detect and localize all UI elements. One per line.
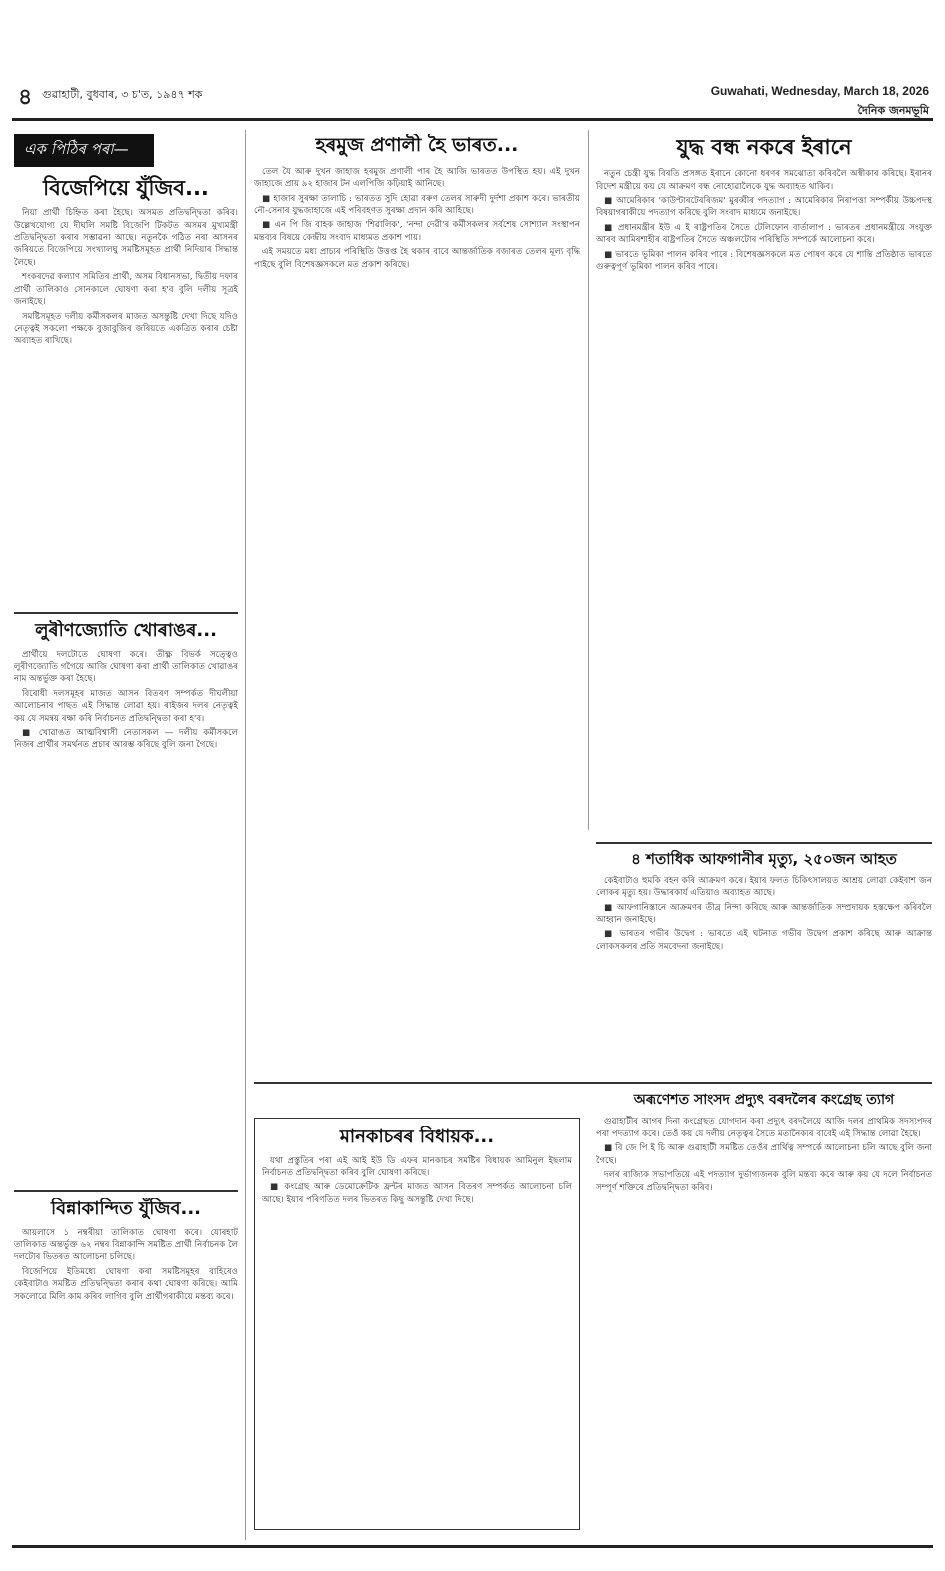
paragraph: ■ আফগানিস্তানে আক্ৰমণৰ তীব্ৰ নিন্দা কৰিছে আৰু আন্তৰ্জাতিক সম্প্ৰদায়ক হস্তক্ষেপ কৰিবলৈ আহ্বান জনাইছে। bbox=[596, 902, 932, 925]
paragraph: ■ প্ৰধানমন্ত্ৰীৰ ইউ এ ই ৰাষ্ট্ৰপতিৰ সৈতে টেলিফোন বাৰ্তালাপ : ভাৰতৰ প্ৰধানমন্ত্ৰীয়ে সংযুক্ত আৰব আমিৰশাহীৰ ৰাষ্ট্ৰপতিৰ সৈতে অঞ্চলটোৰ পৰিস্থিতি সম্পৰ্কে আলোচনা কৰে। bbox=[596, 222, 932, 246]
paragraph: ■ হাজাৰ সুৰক্ষা তালাচি : ভাৰতত সুদি হোৱা বৰুণ তেলৰ সাৰুদী দুৰ্দশা প্ৰকাশ কৰে। ভাৰতীয় নৌ-সেনাৰ যুদ্ধজাহাজে এই পৰিবহণত সুৰক্ষা প্ৰদান কৰি আহিছে। bbox=[254, 193, 580, 216]
header-date-english: Guwahati, Wednesday, March 18, 2026 bbox=[710, 84, 929, 98]
headline: যুদ্ধ বন্ধ নকৰে ইৰানে bbox=[676, 135, 852, 159]
article-binnakandi bbox=[14, 1198, 238, 1547]
article-bjp bbox=[14, 134, 238, 617]
paragraph: দলৰ ৰাজ্যিক সভাপতিয়ে এই পদত্যাগ দুৰ্ভাগ্যজনক বুলি মন্তব্য কৰে আৰু কয় যে দলে নিৰ্বাচনত সম্পূৰ্ণ শক্তিৰে প্ৰতিদ্বন্দ্বিতা কৰিব। bbox=[596, 1170, 932, 1193]
headline: বিজেপিয়ে যুঁজিব... bbox=[43, 176, 209, 200]
headline: মানকাচৰৰ বিধায়ক... bbox=[339, 1126, 495, 1147]
article-body bbox=[14, 1227, 238, 1547]
article-congress bbox=[596, 1092, 932, 1506]
article-war bbox=[596, 134, 932, 828]
paragraph: নিয়া প্ৰাৰ্থী চিহ্নিত কৰা হৈছে। অসমত প্ৰতিদ্বন্দ্বিতা কৰিব। উল্লেখযোগ্য যে দীঘলি সমষ্টি বিজেপি টিকটত অসমৰ মুখ্যমন্ত্ৰী প্ৰতিদ্বন্দ্বিতা কৰাৰ সম্ভাৱনা আছে। নতুনকৈ গঠিত নৰা আসনৰ জৰিয়তে বিজেপিয়ে সংখ্যালঘু সমষ্টিসমূহত প্ৰাৰ্থী নিদিয়াৰ সিদ্ধান্ত লৈছে। bbox=[14, 208, 238, 268]
article-mankachar bbox=[262, 1126, 572, 1515]
article-body bbox=[254, 166, 580, 1096]
paragraph: ■ এন পি জি বাহক জাহাজ 'শিৱালিক', 'নন্দা দেৱী'ৰ কৰ্মীসকলৰ সৰ্বশেষ সোশ্যাল সংস্থাপন মন্তব্যৰ বিষয়ে কেন্দ্ৰীয় সংবাদ মাধ্যমত প্ৰকাশ পায়। bbox=[254, 220, 580, 243]
headline: অৰূণেশত সাংসদ প্ৰদ্যুৎ বৰদলৈৰ কংগ্ৰেছ ত্যাগ bbox=[633, 1092, 895, 1108]
article-body bbox=[596, 1116, 932, 1506]
paragraph: গুৱাহাটীৰ আগৰ দিনা কংগ্ৰেছত যোগদান কৰা প্ৰদ্যুৎ বৰদলৈয়ে আজি দলৰ প্ৰাথমিক সদস্যপদৰ পৰা পদত্যাগ কৰে। তেওঁ কয় যে দলীয় নেতৃত্বৰ সৈতে মতানৈক্যৰ বাবেই এই সিদ্ধান্ত লোৱা হৈছে। bbox=[596, 1116, 932, 1139]
headline: ৪ শতাধিক আফগানীৰ মৃত্যু, ২৫০জন আহত bbox=[631, 850, 897, 868]
paragraph: সমষ্টিসমূহত দলীয় কৰ্মীসকলৰ মাজত অসন্তুষ্টি দেখা দিছে যদিও নেতৃত্বই সকলো পক্ষকে বুজাবুজিৰ জৰিয়তে একত্ৰিত কৰাৰ চেষ্টা অব্যাহত ৰাখিছে। bbox=[14, 311, 238, 347]
article-body bbox=[596, 168, 932, 828]
paragraph: ■ আমেৰিকাৰ 'কাউণ্টাৰটেৰৰিজম' মুৰব্বীৰ পদত্যাগ : আমেৰিকাৰ নিৰাপত্তা সম্পৰ্কীয় উচ্চপদস্থ বিষয়াগৰাকীয়ে পদত্যাগ কৰিছে বুলি সংবাদ মাধ্যমে জনাইছে। bbox=[596, 196, 932, 219]
header-date-assamese: গুৱাহাটী, বুধবাৰ, ৩ চ'ত, ১৯৪৭ শক bbox=[42, 88, 203, 101]
paper-name: দৈনিক জনমভূমি bbox=[857, 104, 929, 117]
section-divider bbox=[254, 1082, 932, 1084]
paragraph: শংকৰদেৱ কল্যাণ সমিতিৰ প্ৰাৰ্থী, অসম বিধানসভা, দ্বিতীয় দফাৰ প্ৰাৰ্থী তালিকাও সোনকালে ঘোষণা কৰা হ'ব বুলি দলীয় সূত্ৰই জনাইছে। bbox=[14, 272, 238, 308]
section-divider bbox=[14, 612, 238, 614]
paragraph: আয়লাসে ১ নম্বৰীয়া তালিকাত ঘোষণা কৰে। যোৰহাট তালিকাত অন্তৰ্ভুক্ত ৬২ নম্বৰ বিন্নাকান্দি সমষ্টিত প্ৰাৰ্থী নিৰ্বাচনক লৈ দলটোৰ ভিতৰত আলোচনা চলিছে। bbox=[14, 1227, 238, 1263]
masthead bbox=[0, 0, 945, 118]
section-divider bbox=[14, 1190, 238, 1192]
paragraph: নতুন চেন্ত্ৰী যুদ্ধ বিৰতি প্ৰসঙ্গত ইৰানে কোনো ধৰণৰ সমঝোতা কৰিবলৈ অস্বীকাৰ কৰিছে। ইৰানৰ বিদেশ মন্ত্ৰীয়ে কয় যে আক্ৰমণ বন্ধ নোহোৱালৈকে যুদ্ধ অব্যাহত থাকিব। bbox=[596, 169, 932, 192]
section-divider bbox=[596, 842, 932, 844]
paragraph: ■ ভাৰতৰ গভীৰ উদ্বেগ : ভাৰতে এই ঘটনাত গভীৰ উদ্বেগ প্ৰকাশ কৰিছে আৰু আক্ৰান্ত লোকসকলৰ প্ৰতি সমবেদনা জনাইছে। bbox=[596, 929, 932, 952]
article-body bbox=[14, 649, 238, 1189]
article-hormuz bbox=[254, 134, 580, 1096]
paragraph: ■ বি জে পি ই চি আৰু গুৱাহাটী সমষ্টিত তেওঁৰ প্ৰাৰ্থিত্ব সম্পৰ্কে আলোচনা চলি আছে বুলি জনা গৈছে। bbox=[596, 1143, 932, 1166]
article-lurin bbox=[14, 620, 238, 1189]
paragraph: তেল যৈ আৰু দুখন জাহাজ হৰমুজ প্ৰণালী পাৰ হৈ আজি ভাৰতত উপস্থিত হয়। এই দুখন জাহাজে প্ৰায় ৯২ হাজাৰ টন এলপিজি কঢ়িয়াই আনিছে। bbox=[254, 166, 580, 190]
paragraph: বিৰোধী দলসমূহৰ মাজত আসন বিতৰণ সম্পৰ্কত দীঘলীয়া আলোচনাৰ পাছত এই সিদ্ধান্ত লোৱা হয়। ৰাইজৰ দলৰ নেতৃত্বই কয় যে সমন্বয় ৰক্ষা কৰি নিৰ্বাচনত প্ৰতিদ্বন্দ্বিতা কৰা হ'ব। bbox=[14, 688, 238, 724]
paragraph: প্ৰাৰ্থীয়ে দলটোতে ঘোষণা কৰে। তীক্ষ্ণ বিভৰ্ক সত্ত্বেও লুৰীণজ্যোতি গগৈয়ে আজি ঘোষণা কৰা প্ৰাৰ্থী তালিকাত খোৱাঙৰ নাম অন্তৰ্ভুক্ত কৰা হৈছে। bbox=[14, 649, 238, 685]
paragraph: এই সময়তে মধ্য প্ৰাচ্যৰ পৰিস্থিতি উত্তপ্ত হৈ থকাৰ বাবে আন্তৰ্জাতিক বজাৰত তেলৰ মূল্য বৃদ্ধি পাইছে বুলি বিশেষজ্ঞসকলে মত প্ৰকাশ কৰিছে। bbox=[254, 247, 580, 270]
article-body bbox=[262, 1155, 572, 1515]
paragraph: যথা প্ৰস্তুতিৰ পৰা এই আই ইউ ডি এফৰ মানকাচৰ সমষ্টিৰ বিধায়ক আমিনুল ইছলাম নিৰ্বাচনত প্ৰতিদ্বন্দ্বিতা কৰিব বুলি ঘোষণা কৰিছে। bbox=[262, 1155, 572, 1178]
column-divider bbox=[245, 130, 246, 1540]
header-rule bbox=[12, 118, 933, 121]
article-body bbox=[596, 875, 932, 1065]
article-body bbox=[14, 207, 238, 617]
paragraph: বিজেপিয়ে ইতিমধ্যে ঘোষণা কৰা সমষ্টিসমূহৰ বাহিৰেও কেইবাটাও সমষ্টিত প্ৰতিদ্বন্দ্বিতা কৰাৰ কথা ঘোষণা কৰিছে। আমি সকলোৱে মিলি কাম কৰিব লাগিব বুলি প্ৰাৰ্থীগৰাকীয়ে মন্তব্য কৰে। bbox=[14, 1266, 238, 1302]
column-divider bbox=[588, 130, 589, 830]
kicker: এক পিঠিৰ পৰা— bbox=[14, 134, 154, 167]
paragraph: ■ ভাৰতে ভূমিকা পালন কৰিব পাৰে : বিশেষজ্ঞসকলে মত পোষণ কৰে যে শান্তি প্ৰতিষ্ঠাত ভাৰতে গুৰুত্বপূৰ্ণ ভূমিকা পালন কৰিব পাৰে। bbox=[596, 249, 932, 273]
headline: হৰমুজ প্ৰণালী হৈ ভাৰত... bbox=[315, 134, 519, 156]
paragraph: ■ খোৱাঙত আত্মবিশ্বাসী নেতাসকল — দলীয় কৰ্মীসকলে নিজৰ প্ৰাৰ্থীৰ সমৰ্থনত প্ৰচাৰ আৰম্ভ কৰিছে বুলি জনা গৈছে। bbox=[14, 727, 238, 751]
headline: বিন্নাকান্দিত যুঁজিব... bbox=[51, 1198, 201, 1219]
paragraph: ■ কংগ্ৰেছ আৰু ডেমোক্ৰেটিক ফ্ৰন্টৰ মাজত আসন বিতৰণ সম্পৰ্কত আলোচনা চলি আছে। ইয়াৰ পৰিণতিত দলৰ ভিতৰত কিছু অসন্তুষ্টি দেখা দিছে। bbox=[262, 1182, 572, 1205]
headline: লুৰীণজ্যোতি খোৰাঙৰ... bbox=[35, 620, 217, 641]
page-number: ৪ bbox=[18, 85, 33, 110]
footer-rule bbox=[12, 1545, 933, 1548]
article-afghan bbox=[596, 850, 932, 1065]
paragraph: কেইবাটাও হুমকি বহন কৰি আক্ৰমণ কৰে। ইয়াৰ ফলত চিকিৎসালয়ত আশ্ৰয় লোৱা কেইবাশ জন লোকৰ মৃত্যু হয়। উদ্ধাৰকাৰ্য এতিয়াও অব্যাহত আছে। bbox=[596, 875, 932, 899]
